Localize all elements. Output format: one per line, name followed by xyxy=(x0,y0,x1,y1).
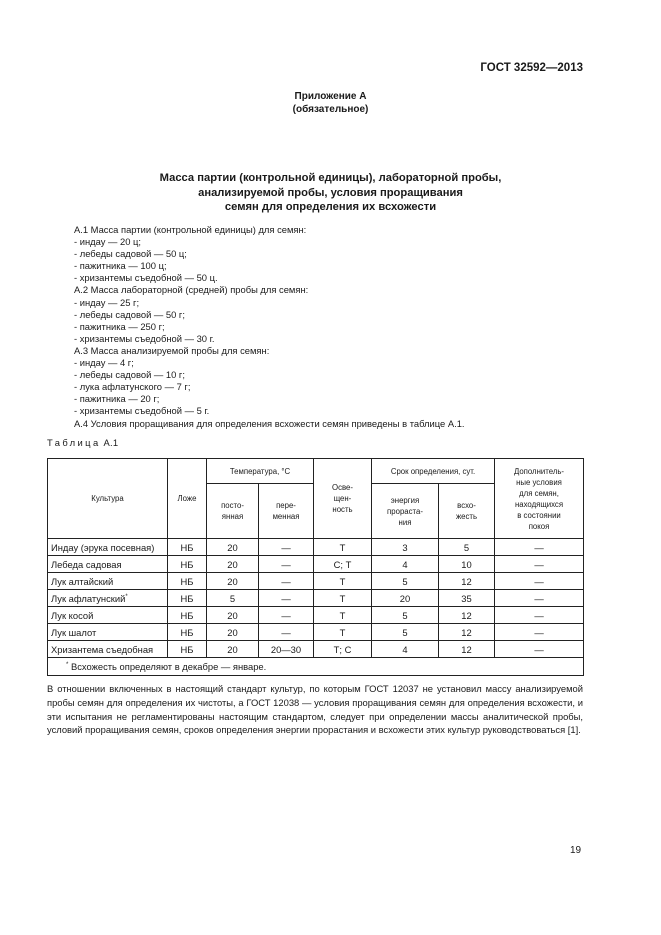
cell-light: Т xyxy=(314,624,372,641)
conditions-table xyxy=(47,458,584,676)
header-term-energy xyxy=(372,484,439,539)
footnote-mark: * xyxy=(125,593,128,600)
header-line: Дополнитель- xyxy=(513,466,565,476)
cell-germ: 12 xyxy=(439,641,495,658)
header-line: прораста- xyxy=(387,506,423,516)
cell-energy: 4 xyxy=(372,641,439,658)
header-temperature: Температура, °С xyxy=(207,459,314,484)
table-row xyxy=(48,539,584,556)
appendix-status: (обязательное) xyxy=(292,104,369,115)
standard-number: ГОСТ 32592—2013 xyxy=(480,62,583,74)
header-temp-const xyxy=(207,484,259,539)
body-line: - лебеды садовой — 50 ц; xyxy=(74,248,187,260)
body-line: А.2 Масса лабораторной (средней) пробы для семян: xyxy=(74,284,309,296)
body-line: - индау — 25 г; xyxy=(74,296,140,308)
appendix-title xyxy=(0,171,661,215)
cell-extra: — xyxy=(495,573,584,590)
body-line: - индау — 4 г; xyxy=(74,357,134,369)
cell-energy: 5 xyxy=(372,624,439,641)
table-row xyxy=(48,556,584,573)
cell-extra: — xyxy=(495,539,584,556)
table-note xyxy=(48,658,584,676)
header-line: для семян, xyxy=(519,488,559,498)
header-line: посто- xyxy=(221,501,244,510)
header-line: ния xyxy=(398,517,412,527)
culture-name: Лук афлатунский xyxy=(51,592,126,604)
header-line: всхо- xyxy=(457,501,476,510)
header-bed: Ложе xyxy=(168,459,207,539)
cell-temp-const: 20 xyxy=(207,573,259,590)
title-line: анализируемой пробы, условия проращивания xyxy=(198,186,463,199)
header-line: пере- xyxy=(276,501,296,510)
cell-culture xyxy=(48,624,168,641)
table-row xyxy=(48,641,584,658)
cell-bed: НБ xyxy=(168,607,207,624)
cell-temp-var: — xyxy=(259,607,314,624)
cell-bed: НБ xyxy=(168,590,207,607)
table-note-text: Всхожесть определяют в декабре — январе. xyxy=(68,661,267,672)
body-line: - хризантемы съедобной — 5 г. xyxy=(74,405,210,417)
cell-light: С; Т xyxy=(314,556,372,573)
header-line: покоя xyxy=(528,521,550,531)
header-line: ность xyxy=(332,505,353,514)
cell-bed: НБ xyxy=(168,539,207,556)
table-row xyxy=(48,573,584,590)
appendix-name: Приложение А xyxy=(294,91,367,102)
cell-temp-const: 20 xyxy=(207,607,259,624)
cell-germ: 35 xyxy=(439,590,495,607)
cell-temp-var: — xyxy=(259,539,314,556)
body-line: - пажитника — 100 ц; xyxy=(74,260,167,272)
header-line: в состоянии xyxy=(517,510,561,520)
cell-culture xyxy=(48,556,168,573)
culture-name: Лебеда садовая xyxy=(51,558,122,570)
table-row xyxy=(48,590,584,607)
cell-extra: — xyxy=(495,590,584,607)
cell-energy: 3 xyxy=(372,539,439,556)
cell-temp-const: 20 xyxy=(207,641,259,658)
cell-light: Т; С xyxy=(314,641,372,658)
header-line: менная xyxy=(272,512,300,521)
cell-bed: НБ xyxy=(168,624,207,641)
body-line: - пажитника — 20 г; xyxy=(74,393,160,405)
header-term: Срок определения, сут. xyxy=(372,459,495,484)
title-line: Масса партии (контрольной единицы), лабораторной пробы, xyxy=(159,172,502,184)
cell-temp-var: 20—30 xyxy=(259,641,314,658)
table-row xyxy=(48,624,584,641)
closing-paragraph xyxy=(47,682,583,737)
table-header-row xyxy=(48,459,584,484)
cell-germ: 5 xyxy=(439,539,495,556)
cell-extra: — xyxy=(495,556,584,573)
header-culture: Культура xyxy=(48,459,168,539)
table-caption-label: Таблица xyxy=(47,437,101,448)
cell-extra: — xyxy=(495,607,584,624)
cell-light: Т xyxy=(314,590,372,607)
cell-extra: — xyxy=(495,641,584,658)
body-line: - хризантемы съедобной — 30 г. xyxy=(74,332,215,344)
body-line: А.1 Масса партии (контрольной единицы) для семян: xyxy=(74,224,307,235)
cell-light: Т xyxy=(314,573,372,590)
table-note-row xyxy=(48,658,584,676)
header-line: Осве- xyxy=(332,483,353,492)
cell-germ: 12 xyxy=(439,607,495,624)
page-number: 19 xyxy=(570,845,582,856)
cell-temp-const: 20 xyxy=(207,556,259,573)
culture-name: Индау (эрука посевная) xyxy=(51,541,155,553)
culture-name: Лук шалот xyxy=(51,626,97,638)
table-caption xyxy=(47,437,118,448)
cell-energy: 20 xyxy=(372,590,439,607)
body-line: А.3 Масса анализируемой пробы для семян: xyxy=(74,344,270,356)
body-list xyxy=(74,224,465,430)
body-line: - лебеды садовой — 50 г; xyxy=(74,308,185,320)
culture-name: Лук косой xyxy=(51,609,94,621)
cell-energy: 5 xyxy=(372,607,439,624)
footnote-mark: * xyxy=(66,661,69,668)
cell-bed: НБ xyxy=(168,573,207,590)
cell-germ: 10 xyxy=(439,556,495,573)
cell-culture xyxy=(48,641,168,658)
cell-energy: 4 xyxy=(372,556,439,573)
cell-energy: 5 xyxy=(372,573,439,590)
table-row xyxy=(48,607,584,624)
header-term-germ xyxy=(439,484,495,539)
culture-name: Лук алтайский xyxy=(51,575,114,587)
cell-culture xyxy=(48,607,168,624)
cell-culture xyxy=(48,573,168,590)
body-line: - пажитника — 250 г; xyxy=(74,320,165,332)
cell-extra: — xyxy=(495,624,584,641)
header-line: находящихся xyxy=(514,499,564,509)
culture-name: Хризантема съедобная xyxy=(51,643,154,655)
cell-bed: НБ xyxy=(168,641,207,658)
body-line: - индау — 20 ц; xyxy=(74,236,141,248)
cell-temp-const: 20 xyxy=(207,624,259,641)
cell-culture xyxy=(48,590,168,607)
cell-temp-var: — xyxy=(259,556,314,573)
body-line: А.4 Условия проращивания для определения всхожести семян приведены в таблице А.1. xyxy=(74,417,465,429)
cell-temp-var: — xyxy=(259,590,314,607)
cell-germ: 12 xyxy=(439,624,495,641)
body-line: - хризантемы съедобной — 50 ц. xyxy=(74,272,218,284)
cell-culture xyxy=(48,539,168,556)
table-caption-number: А.1 xyxy=(103,437,119,448)
cell-temp-const: 5 xyxy=(207,590,259,607)
cell-germ: 12 xyxy=(439,573,495,590)
title-line: семян для определения их всхожести xyxy=(224,201,437,213)
cell-temp-var: — xyxy=(259,624,314,641)
cell-temp-var: — xyxy=(259,573,314,590)
body-line: - лебеды садовой — 10 г; xyxy=(74,369,185,381)
header-line: янная xyxy=(221,512,244,521)
cell-light: Т xyxy=(314,539,372,556)
header-line: энергия xyxy=(390,495,420,505)
body-line: - лука афлатунского — 7 г; xyxy=(74,381,191,393)
cell-bed: НБ xyxy=(168,556,207,573)
header-line: жесть xyxy=(455,512,478,521)
closing-paragraph-text: В отношении включенных в настоящий стандарт культур, по которым ГОСТ 12037 не установил массу анализируемой пробы семян для определения их чистоты, а ГОСТ 12038 — условия проращивания семян для определения всхожести, и эти испытания не регламентированы настоящим стандартом, следует при определении массы аналитической пробы, условий проращивания семян, сроков определения энергии прорастания и всхожести этих культур руководствоваться [1]. xyxy=(47,683,583,736)
header-extra xyxy=(495,459,584,539)
header-line: ные условия xyxy=(516,477,562,487)
cell-light: Т xyxy=(314,607,372,624)
header-temp-var xyxy=(259,484,314,539)
header-line: щен- xyxy=(333,494,352,503)
cell-temp-const: 20 xyxy=(207,539,259,556)
header-lighting xyxy=(314,459,372,539)
